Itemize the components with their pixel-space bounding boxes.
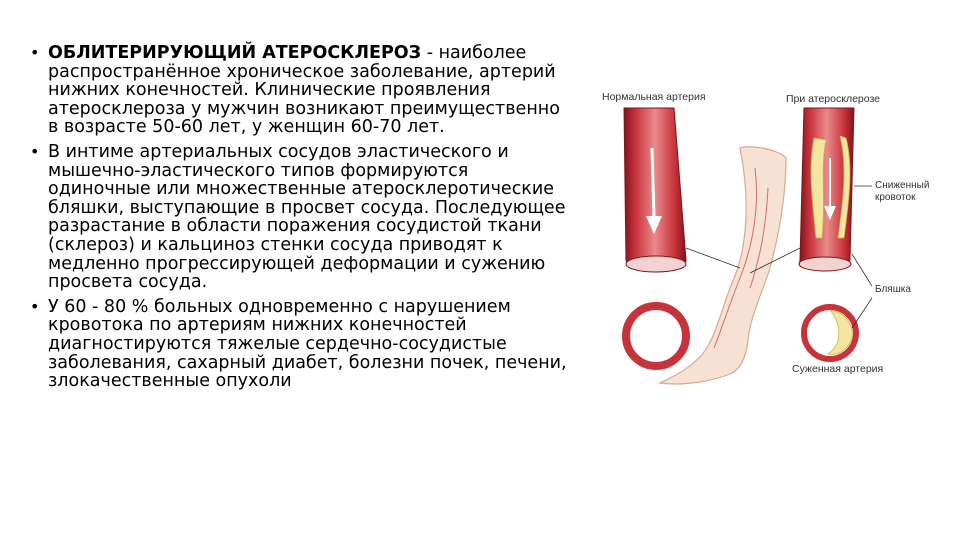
label-reduced-flow: Сниженный bbox=[875, 180, 930, 191]
normal-cross-section bbox=[626, 306, 686, 366]
connector-line bbox=[686, 248, 740, 268]
label-narrowed-artery: Суженная артерия bbox=[792, 363, 884, 375]
diseased-artery bbox=[799, 108, 854, 271]
label-atherosclerosis: При атеросклерозе bbox=[786, 93, 881, 105]
artery-illustration bbox=[590, 78, 930, 388]
bullet-text: - наиболее распространённое хроническое заболевание, артерий нижних конечностей. Клинические проявления атеросклероза у мужчин возникают преимущественно в возрасте 50-60 лет, у женщин 60-70 лет. bbox=[48, 43, 560, 138]
label-plaque: Бляшка bbox=[875, 284, 911, 295]
label-normal-artery: Нормальная артерия bbox=[602, 91, 706, 103]
bullet-item bbox=[30, 298, 570, 391]
label-reduced-flow-2: кровоток bbox=[875, 192, 916, 203]
normal-artery bbox=[624, 108, 686, 272]
bullet-text: У 60 - 80 % больных одновременно с нарушением кровотока по артериям нижних конечностей диагностируются тяжелые сердечно-сосудистые заболевания, сахарный диабет, болезни почек, печени, злокачественные опухоли bbox=[48, 296, 567, 392]
connector-line bbox=[852, 254, 872, 286]
bullet-bold: ОБЛИТЕРИРУЮЩИЙ АТЕРОСКЛЕРОЗ bbox=[48, 43, 422, 63]
bullet-text: В интиме артериальных сосудов эластического и мышечно-эластического типов формируются одиночные или множественные атеросклеротические бляшки, выступающие в просвет сосуда. Последующее разрастание в области поражения сосудистой ткани (склероз) и кальциноз стенки сосуда приводят к медленно прогрессирующей деформации и сужению просвета сосуда. bbox=[48, 141, 566, 293]
bullet-list bbox=[30, 44, 570, 397]
narrowed-cross-section bbox=[804, 298, 872, 359]
bullet-item bbox=[30, 143, 570, 292]
bullet-item bbox=[30, 44, 570, 137]
